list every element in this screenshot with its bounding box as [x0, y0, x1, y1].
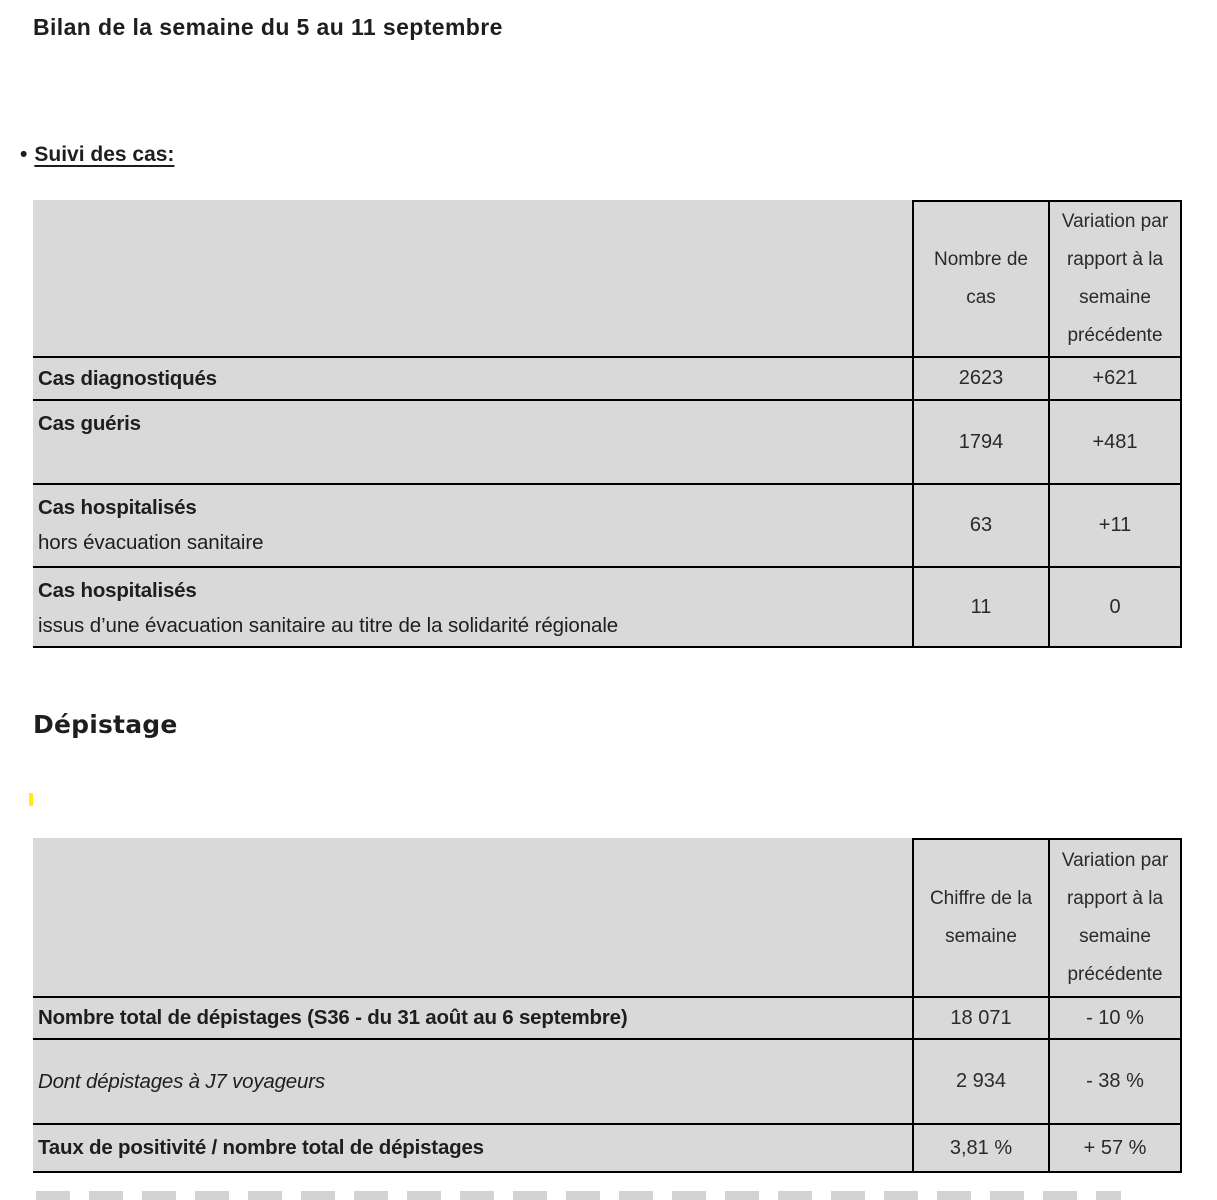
section-depistage-title: Dépistage: [33, 710, 178, 739]
row-sublabel: hors évacuation sanitaire: [38, 531, 264, 554]
row-value-cell: 2 934: [912, 1038, 1048, 1123]
row-label: Nombre total de dépistages (S36 - du 31 août au 6 septembre): [38, 1006, 628, 1029]
row-variation-cell: - 38 %: [1048, 1038, 1182, 1123]
row-label-cell: [33, 1038, 912, 1123]
cases-table: [33, 200, 1182, 648]
cases-table-header-row: [33, 200, 1182, 356]
row-label-cell: [33, 399, 912, 483]
row-variation-cell: +11: [1048, 483, 1182, 566]
cases-header-variation-cell: Variation par rapport à la semaine précédente: [1048, 200, 1182, 356]
row-label: Taux de positivité / nombre total de dépistages: [38, 1136, 484, 1159]
row-variation-cell: 0: [1048, 566, 1182, 648]
depistage-header-variation-cell: Variation par rapport à la semaine précédente: [1048, 838, 1182, 996]
row-sublabel: issus d’une évacuation sanitaire au titre de la solidarité régionale: [38, 614, 619, 637]
row-value-cell: 63: [912, 483, 1048, 566]
bullet-glyph: •: [20, 143, 28, 166]
depistage-table: [33, 838, 1182, 1173]
row-variation-cell: +481: [1048, 399, 1182, 483]
page-title: Bilan de la semaine du 5 au 11 septembre: [33, 14, 503, 40]
row-label-cell: [33, 566, 912, 648]
cases-header-value-cell: Nombre de cas: [912, 200, 1048, 356]
row-label: Dont dépistages à J7 voyageurs: [38, 1069, 325, 1093]
table-row: [33, 1038, 1182, 1123]
depistage-table-header-row: [33, 838, 1182, 996]
row-label: Cas diagnostiqués: [38, 366, 217, 390]
cases-header-empty-cell: [33, 200, 912, 356]
row-label-cell: [33, 483, 912, 566]
row-variation-cell: +621: [1048, 356, 1182, 399]
table-row: [33, 566, 1182, 648]
table-row: [33, 356, 1182, 399]
row-label: Cas hospitalisés: [38, 496, 197, 519]
table-row: [33, 996, 1182, 1038]
row-label-cell: [33, 1123, 912, 1173]
depistage-header-value-cell: Chiffre de la semaine: [912, 838, 1048, 996]
row-variation-cell: + 57 %: [1048, 1123, 1182, 1173]
section-suivi-title: Suivi des cas:: [34, 143, 175, 166]
table-row: [33, 1123, 1182, 1173]
row-value-cell: 3,81 %: [912, 1123, 1048, 1173]
row-label: Cas guéris: [38, 412, 141, 435]
table-row: [33, 399, 1182, 483]
yellow-highlight-mark: [29, 793, 33, 806]
depistage-header-empty-cell: [33, 838, 912, 996]
row-label: Cas hospitalisés: [38, 579, 197, 602]
row-label-cell: [33, 356, 912, 399]
row-value-cell: 2623: [912, 356, 1048, 399]
row-value-cell: 11: [912, 566, 1048, 648]
section-suivi-des-cas: [20, 143, 174, 167]
row-value-cell: 1794: [912, 399, 1048, 483]
row-variation-cell: - 10 %: [1048, 996, 1182, 1038]
row-label-cell: [33, 996, 912, 1038]
cutoff-text-row: [36, 1191, 1121, 1200]
table-row: [33, 483, 1182, 566]
row-value-cell: 18 071: [912, 996, 1048, 1038]
